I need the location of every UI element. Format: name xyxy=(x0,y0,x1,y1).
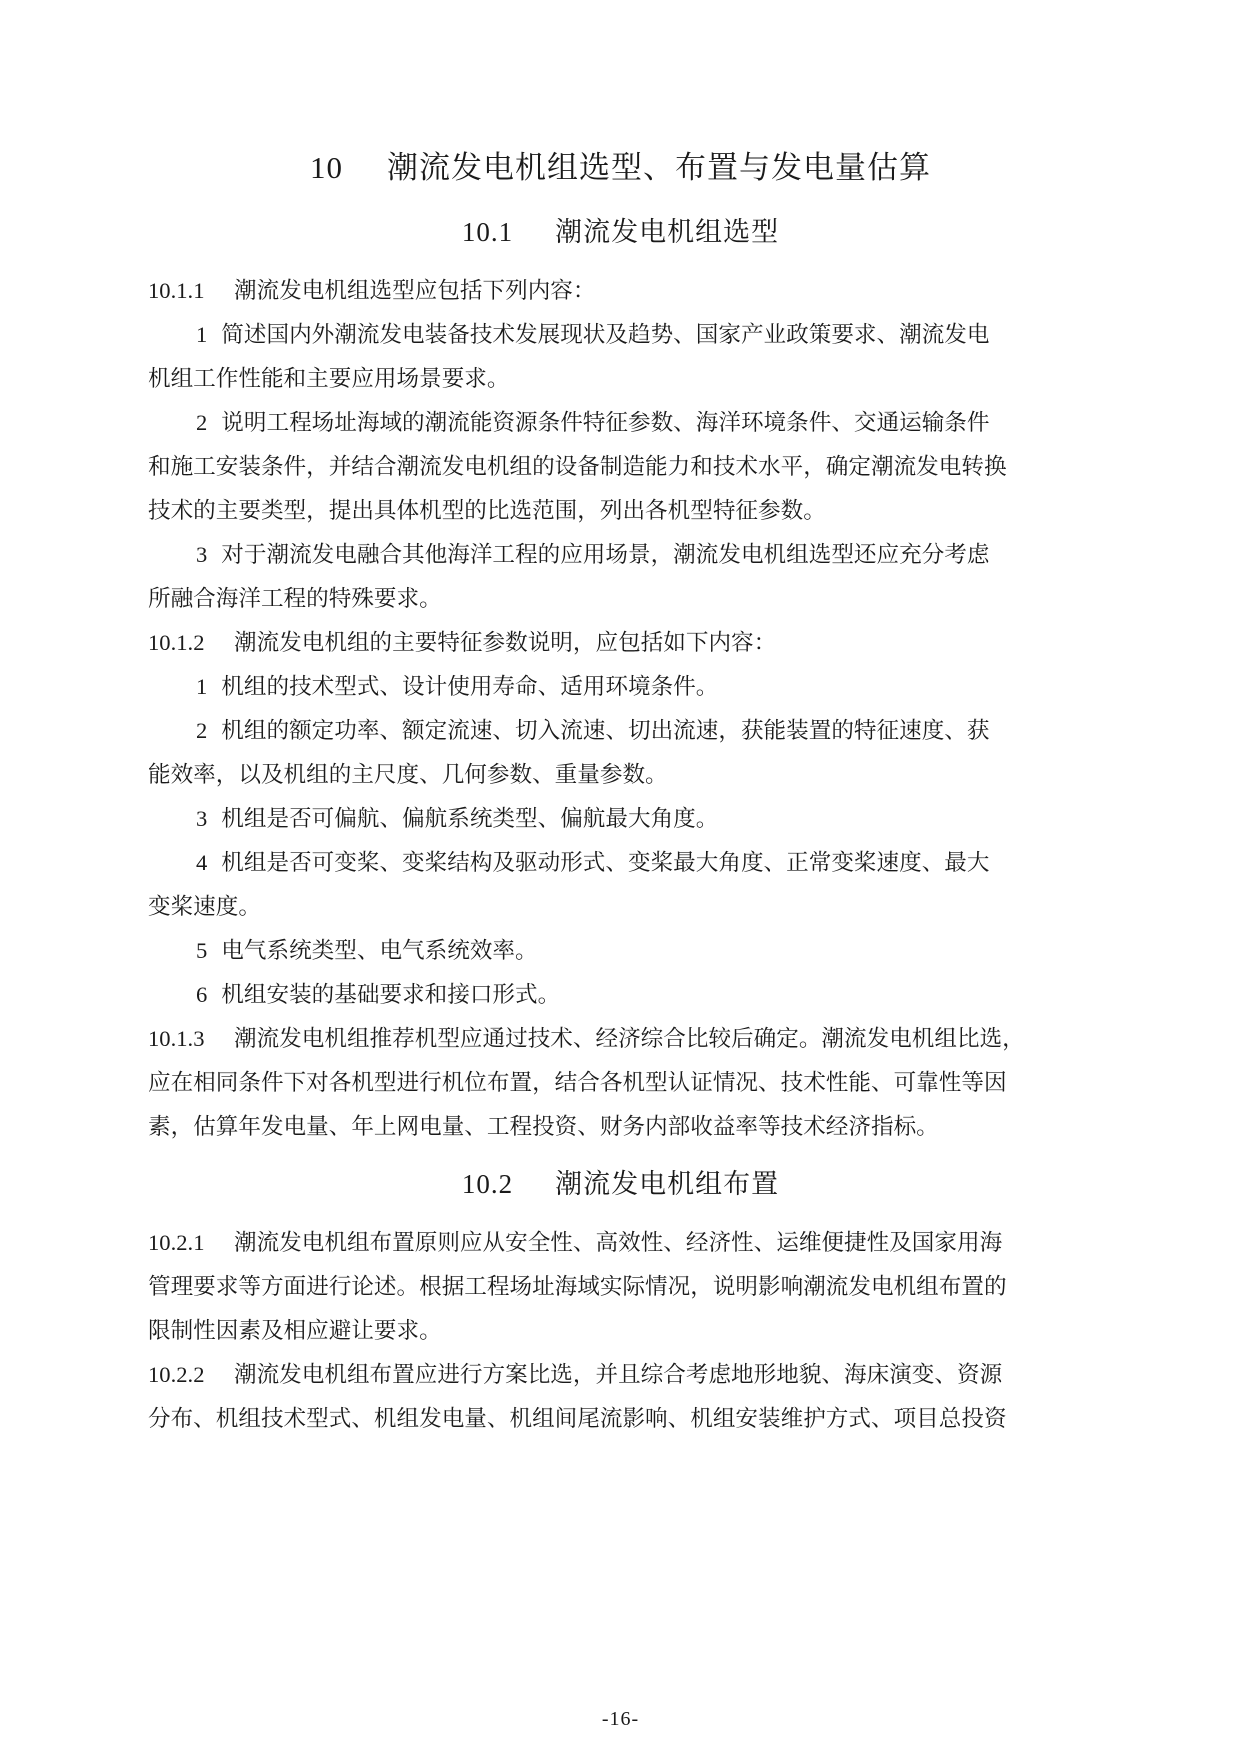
clause-text: 潮流发电机组选型应包括下列内容： xyxy=(234,278,596,304)
clause-number: 10.1.1 xyxy=(148,278,205,303)
section-title-text: 潮流发电机组选型 xyxy=(555,217,780,248)
text-line: 限制性因素及相应避让要求。 xyxy=(148,1318,442,1344)
item-number: 4 xyxy=(196,850,208,875)
clause-number: 10.2.2 xyxy=(148,1362,205,1387)
list-item xyxy=(196,848,989,878)
item-text: 对于潮流发电融合其他海洋工程的应用场景，潮流发电机组选型还应充分考虑 xyxy=(221,542,990,568)
item-text: 简述国内外潮流发电装备技术发展现状及趋势、国家产业政策要求、潮流发电 xyxy=(221,322,990,348)
list-item xyxy=(196,804,718,834)
text-line: 变桨速度。 xyxy=(148,894,261,920)
item-number: 3 xyxy=(196,806,208,831)
item-number: 2 xyxy=(196,410,208,435)
section-title-10-1 xyxy=(0,214,1241,251)
item-number: 5 xyxy=(196,938,208,963)
item-number: 1 xyxy=(196,322,208,347)
list-item xyxy=(196,716,989,746)
text-line: 分布、机组技术型式、机组发电量、机组间尾流影响、机组安装维护方式、项目总投资 xyxy=(148,1406,1007,1432)
item-text: 机组的技术型式、设计使用寿命、适用环境条件。 xyxy=(221,674,719,700)
text-line: 管理要求等方面进行论述。根据工程场址海域实际情况，说明影响潮流发电机组布置的 xyxy=(148,1274,1007,1300)
page-number: -16- xyxy=(601,1708,640,1730)
item-text: 机组是否可偏航、偏航系统类型、偏航最大角度。 xyxy=(221,806,719,832)
clause-10-2-1 xyxy=(148,1228,1002,1258)
clause-text: 潮流发电机组布置应进行方案比选，并且综合考虑地形地貌、海床演变、资源 xyxy=(234,1362,1003,1388)
item-text: 机组安装的基础要求和接口形式。 xyxy=(221,982,561,1008)
text-line: 机组工作性能和主要应用场景要求。 xyxy=(148,366,510,392)
text-line: 应在相同条件下对各机型进行机位布置，结合各机型认证情况、技术性能、可靠性等因 xyxy=(148,1070,1007,1096)
clause-10-1-1 xyxy=(148,276,596,306)
chapter-title xyxy=(0,148,1241,188)
item-text: 机组是否可变桨、变桨结构及驱动形式、变桨最大角度、正常变桨速度、最大 xyxy=(221,850,990,876)
clause-text: 潮流发电机组的主要特征参数说明，应包括如下内容： xyxy=(234,630,777,656)
item-text: 说明工程场址海域的潮流能资源条件特征参数、海洋环境条件、交通运输条件 xyxy=(221,410,990,436)
clause-number: 10.2.1 xyxy=(148,1230,205,1255)
item-number: 1 xyxy=(196,674,208,699)
section-number: 10.1 xyxy=(461,217,514,247)
list-item xyxy=(196,980,560,1010)
text-line: 技术的主要类型，提出具体机型的比选范围，列出各机型特征参数。 xyxy=(148,498,826,524)
clause-number: 10.1.2 xyxy=(148,630,205,655)
list-item xyxy=(196,408,989,438)
section-number: 10.2 xyxy=(461,1169,514,1199)
chapter-number: 10 xyxy=(310,150,343,185)
list-item xyxy=(196,320,989,350)
list-item xyxy=(196,540,989,570)
text-line: 素，估算年发电量、年上网电量、工程投资、财务内部收益率等技术经济指标。 xyxy=(148,1114,939,1140)
item-text: 机组的额定功率、额定流速、切入流速、切出流速，获能装置的特征速度、获 xyxy=(221,718,990,744)
text-line: 能效率，以及机组的主尺度、几何参数、重量参数。 xyxy=(148,762,668,788)
clause-10-1-2 xyxy=(148,628,776,658)
list-item xyxy=(196,672,718,702)
clause-text: 潮流发电机组推荐机型应通过技术、经济综合比较后确定。潮流发电机组比选， xyxy=(234,1026,1025,1052)
text-line: 所融合海洋工程的特殊要求。 xyxy=(148,586,442,612)
chapter-title-text: 潮流发电机组选型、布置与发电量估算 xyxy=(387,150,931,186)
section-title-10-2 xyxy=(0,1166,1241,1203)
clause-number: 10.1.3 xyxy=(148,1026,205,1051)
clause-10-2-2 xyxy=(148,1360,1002,1390)
list-item xyxy=(196,936,538,966)
clause-10-1-3 xyxy=(148,1024,1025,1054)
item-number: 6 xyxy=(196,982,208,1007)
item-number: 3 xyxy=(196,542,208,567)
section-title-text: 潮流发电机组布置 xyxy=(555,1169,780,1200)
text-line: 和施工安装条件，并结合潮流发电机组的设备制造能力和技术水平，确定潮流发电转换 xyxy=(148,454,1007,480)
item-text: 电气系统类型、电气系统效率。 xyxy=(221,938,538,964)
clause-text: 潮流发电机组布置原则应从安全性、高效性、经济性、运维便捷性及国家用海 xyxy=(234,1230,1003,1256)
item-number: 2 xyxy=(196,718,208,743)
